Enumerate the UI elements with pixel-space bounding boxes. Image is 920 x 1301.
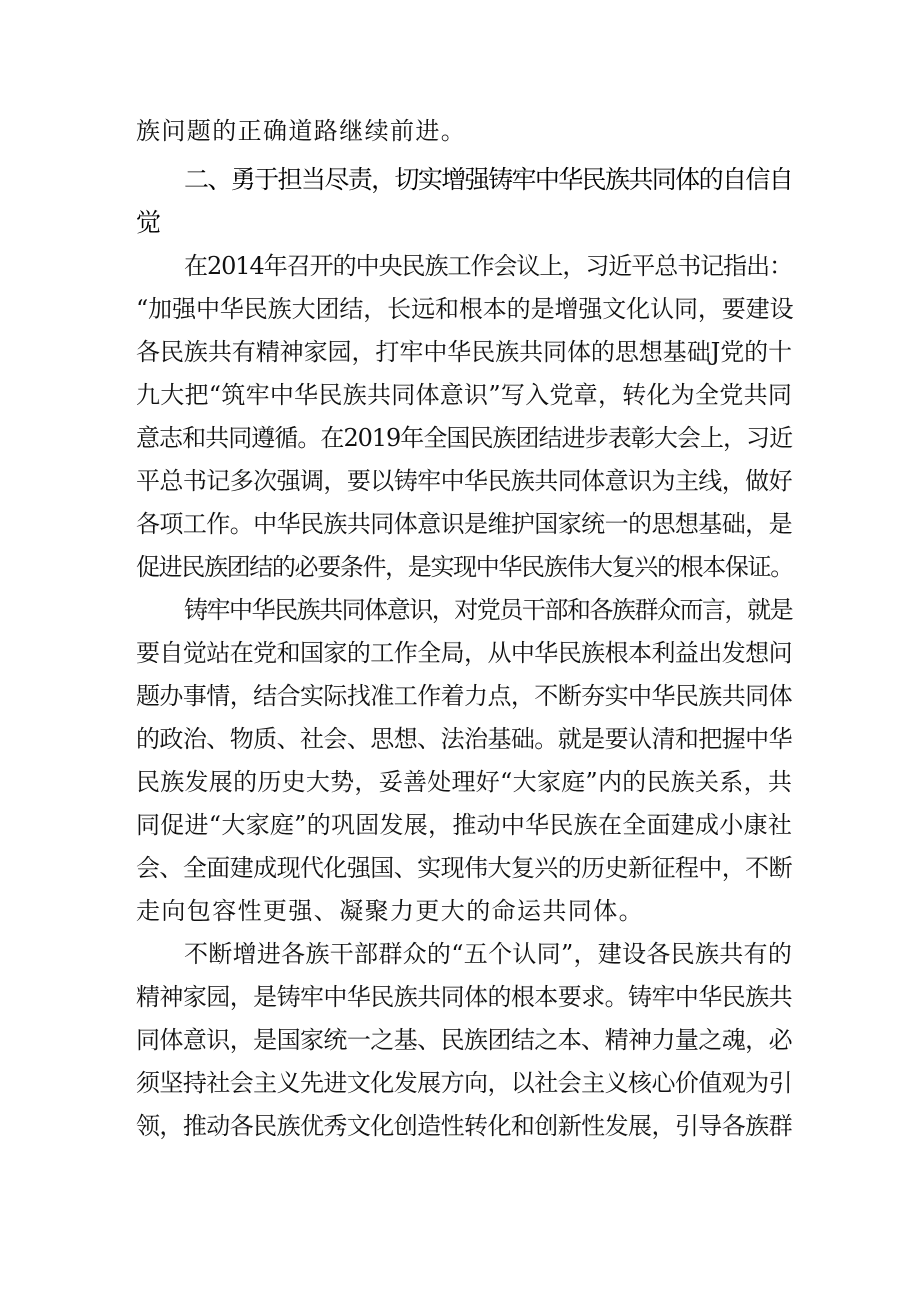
paragraph-line: 促进民族团结的必要条件，是实现中华民族伟大复兴的根本保证。 xyxy=(136,553,793,581)
paragraph-line: “加强中华民族大团结，长远和根本的是增强文化认同，要建设 xyxy=(136,295,794,323)
section-heading-continued: 觉 xyxy=(136,208,163,237)
paragraph-line: 精神家园，是铸牢中华民族共同体的根本要求。铸牢中华民族共 xyxy=(136,983,792,1011)
paragraph-line: 走向包容性更强、凝聚力更大的命运共同体。 xyxy=(136,897,644,925)
paragraph-line: 同促进“大家庭”的巩固发展，推动中华民族在全面建成小康社 xyxy=(136,811,792,839)
paragraph-line: 不断增进各族干部群众的“五个认同”，建设各民族共有的 xyxy=(184,940,792,968)
paragraph-line: 须坚持社会主义先进文化发展方向，以社会主义核心价值观为引 xyxy=(136,1069,792,1097)
paragraph-line: 的政治、物质、社会、思想、法治基础。就是要认清和把握中华 xyxy=(136,725,792,753)
paragraph-line: 题办事情，结合实际找准工作着力点，不断夯实中华民族共同体 xyxy=(136,682,792,710)
paragraph-line: 各民族共有精神家园，打牢中华民族共同体的思想基础J党的十 xyxy=(136,338,792,366)
paragraph-line: 铸牢中华民族共同体意识，对党员干部和各族群众而言，就是 xyxy=(184,596,792,624)
paragraph-line: 会、全面建成现代化强国、实现伟大复兴的历史新征程中，不断 xyxy=(136,854,792,882)
paragraph-line: 民族发展的历史大势，妥善处理好“大家庭”内的民族关系，共 xyxy=(136,768,792,796)
paragraph-line: 意志和共同遵循。在2019年全国民族团结进步表彰大会上，习近 xyxy=(136,424,792,452)
paragraph-line: 领，推动各民族优秀文化创造性转化和创新性发展，引导各族群 xyxy=(136,1112,792,1140)
paragraph-line: 要自觉站在党和国家的工作全局，从中华民族根本利益出发想问 xyxy=(136,639,792,667)
paragraph-line: 各项工作。中华民族共同体意识是维护国家统一的思想基础，是 xyxy=(136,510,792,538)
paragraph-line: 平总书记多次强调，要以铸牢中华民族共同体意识为主线，做好 xyxy=(136,467,792,495)
paragraph-line: 在2014年召开的中央民族工作会议上，习近平总书记指出： xyxy=(184,252,792,280)
paragraph-line: 同体意识，是国家统一之基、民族团结之本、精神力量之魂，必 xyxy=(136,1026,792,1054)
text-line: 族问题的正确道路继续前进。 xyxy=(136,117,467,145)
section-heading: 二、勇于担当尽责，切实增强铸牢中华民族共同体的自信自 xyxy=(184,165,792,194)
paragraph-line: 九大把“筑牢中华民族共同体意识”写入党章，转化为全党共同 xyxy=(136,381,792,409)
